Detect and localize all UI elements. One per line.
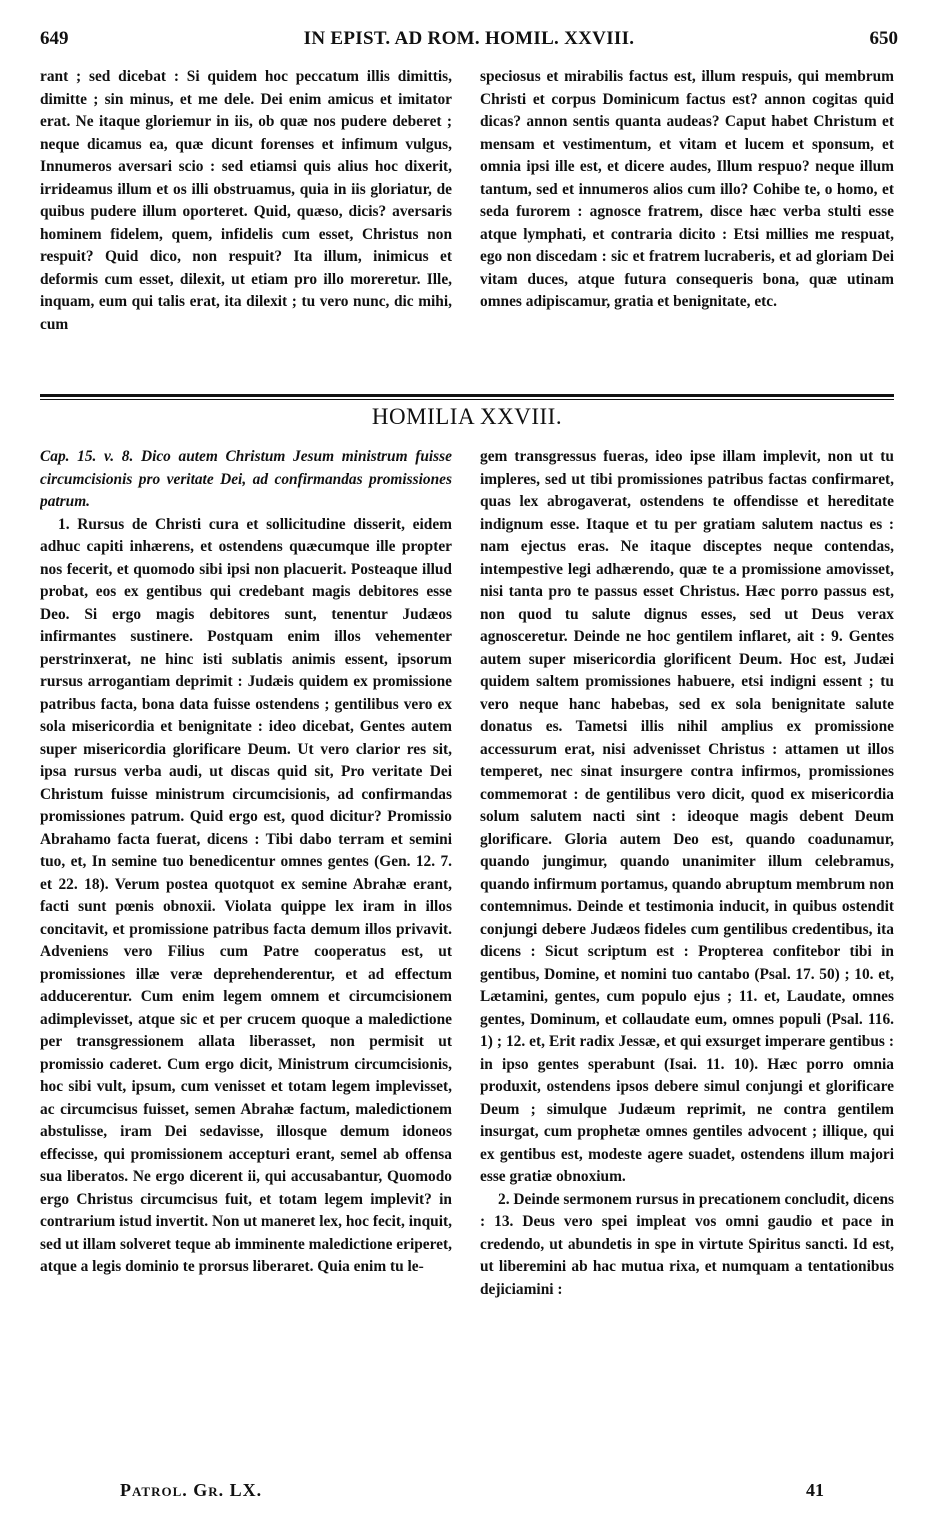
paragraph-1-continued: gem transgressus fueras, ideo ipse illam implevit, non ut tu impleres, sed ut tibi promissiones patribus factas confirmaret, quas lex abrogaverat, ostendens te offendisse et hereditate indignum esse. Itaque et tu per gratiam salutem nactus es : nam ejectus eras. Ne itaque disceptes neque contendas, intempestive legi adhærendo, quæ te a promissione amovisset, nisi tanta pro te passus esset Christus. Hæc porro passus est, non quod tu salute dignus esses, sed ut Deus verax agnosceretur. Deinde ne hoc gentilem inflaret, ait : 9. Gentes autem super misericordia glorificent Deum. Hoc est, Judæi quidem saltem promissiones habuere, etsi indigni essent ; tu vero neque hanc habebas, sed ex sola benignitate salute donatus es. Tametsi illis nihil amplius ex promissione accessurum erat, nisi advenisset Christus : attamen ut illos temperet, nec sinat insurgere contra infirmos, promissiones commemorat : de gentilibus vero dicit, quod ex misericordia solum salutem nacti sint : ideoque magis debent Deum glorificare. Gloria autem Deo est, quando coadunamur, quando jungimur, quando unanimiter illum celebramus, quando infirmum portamus, quando abruptum membrum non contemnimus. Deinde et testimonia inducit, in quibus ostendit conjungi debere Judæos fideles cum gentilibus credentibus, ita dicens : Sicut scriptum est : Propterea confitebor tibi in gentibus, Domine, et nomini tuo cantabo (Psal. 17. 50) ; 10. et, Lætamini, gentes, cum populo ejus ; 11. et, Laudate, omnes gentes, Dominum, et collaudate eum, omnes populi (Psal. 116. 1) ; 12. et, Erit radix Jessæ, et qui exsurget imperare gentibus : in ipso gentes sperabunt (Isai. 11. 10). Hæc porro omnia produxit, ostendens ipsos debere simul conjungi et glorificare Deum ; simulque Judæum reprimit, ne contra gentilem insurgat, cum prophetæ omnes gentiles advocent ; illique, qui ex gentibus est, modeste agere suadet, ostendens illum majori esse gratiæ obnoxium.	[480, 448, 894, 1185]
section-rule-thin	[40, 399, 894, 400]
footer-signature: Patrol. Gr. LX.	[120, 1480, 263, 1500]
page-number-right: 650	[869, 28, 898, 49]
chapter-heading: Cap. 15. v. 8. Dico autem Christum Jesum ministrum fuisse circumcisionis pro veritate Dei, ad confirmandas promissiones patrum.	[40, 448, 452, 510]
top-right-column	[480, 66, 894, 386]
homily-title: HOMILIA XXVIII.	[371, 404, 563, 429]
running-head	[40, 28, 898, 56]
section-rule-thick	[40, 394, 894, 397]
bottom-left-column	[40, 446, 452, 1474]
bottom-right-column	[480, 446, 894, 1474]
running-title: IN EPIST. AD ROM. HOMIL. XXVIII.	[303, 28, 635, 49]
paragraph-1: 1. Rursus de Christi cura et sollicitudine disserit, eidem adhuc capiti inhærens, et ostendens quæcumque ille propter nos fecerit, et quomodo sibi ipsi non placuerit. Posteaque illud probat, eos ex gentibus qui credebant magis debitores esse Deo. Si ergo magis debitores sunt, tenentur Judæos infirmantes sustinere. Postquam enim illos vehementer perstrinxerat, ne hinc isti sublatis animis essent, ipsorum rursus arrogantiam deprimit : Judæis quidem ex promissione patribus facta, bona data fuisse ostendens ; gentilibus vero ex sola misericordia et benignitate : ideo dicebat, Gentes autem super misericordia glorificare Deum. Ut vero clarior res sit, ipsa rursus verba audi, ut discas quid sit, Pro veritate Dei Christum fuisse ministrum circumcisionis, ad confirmandas promissiones patrum. Quid ergo est, quod dicitur? Promissio Abrahamo facta fuerat, dicens : Tibi dabo terram et semini tuo, et, In semine tuo benedicentur omnes gentes (Gen. 12. 7. et 22. 18). Verum postea quotquot ex semine Abrahæ erant, facti sunt pœnis obnoxii. Violata quippe lex iram in illos concitavit, et promissione patribus facta demum illos privavit. Adveniens vero Filius cum Patre cooperatus est, ut promissiones illæ veræ deprehenderentur, et ad effectum adducerentur. Cum enim legem omnem et circumcisionem adimplevisset, atque sic et per crucem quoque a maledictione per transgressionem allata liberasset, non permisit ut promissio caderet. Cum ergo dicit, Ministrum circumcisionis, hoc sibi vult, ipsum, cum venisset et totam legem implevisset, ac circumcisus fuisset, semen Abrahæ factum, maledictionem abstulisse, iram Dei sedavisse, illosque demum idoneos effecisse, qui promissionem accepturi erant, semel ab offensa sua liberatos. Ne ergo dicerent ii, qui accusabantur, Quomodo ergo Christus circumcisus fuit, et totam legem implevit? in contrarium istud invertit. Non ut maneret lex, hoc fecit, inquit, sed ut illam solveret teque ab imminente maledictione eriperet, atque a legis dominio te prorsus liberaret. Quia enim tu le-	[40, 515, 452, 1275]
page-number-left: 649	[40, 28, 69, 49]
paragraph-2: 2. Deinde sermonem rursus in precationem concludit, dicens : 13. Deus vero spei impleat vos omni gaudio et pace in credendo, ut abundetis in spe in virtute Spiritus sancti. Id est, ut liberemini ab hac mutua rixa, et numquam a tentationibus dejiciamini :	[480, 1190, 894, 1298]
footer	[120, 1480, 824, 1510]
top-left-text: rant ; sed dicebat : Si quidem hoc peccatum illis dimittis, dimitte ; sin minus, et me dele. Dei enim amicus et imitator erat. Ne itaque gloriemur in iis, ob quæ nos pudere deberet ; neque dicamus ea, quæ dicunt forenses et infimum vulgus, Innumeros aversari scio : sed etiamsi quis alius hoc dixerit, irrideamus illum et os illi obstruamus, quia in iis gloriatur, de quibus pudere illum oporteret. Quid, quæso, dicis? aversaris hominem fidelem, quem, infidelis cum esset, Christus non respuit? Quid dico, non respuit? Ita illum, inimicus et deformis cum esset, dilexit, ut etiam pro illo moreretur. Ille, inquam, eum qui talis erat, ita dilexit ; tu vero nunc, dic mihi, cum	[40, 68, 452, 333]
top-right-text: speciosus et mirabilis factus est, illum respuis, qui membrum Christi et corpus Dominicum factus est? annon cogitas quid dicas? annon sentis quanta audeas? Caput habet Christum et mensam et vestimentum, et vitam et lucem et sponsum, et omnia ipsi ille est, et dicere audes, Illum respuo? neque illum tantum, sed et innumeros alios cum illo? Cohibe te, o homo, et seda furorem : agnosce fratrem, disce hæc verba stulti esse atque lymphati, et contraria dicito : Etsi millies me respuat, ego non discedam : sic et fratrem lucraberis, et ad gloriam Dei vitam duces, atque futura consequeris bona, quæ utinam omnes adipiscamur, gratia et benignitate, etc.	[480, 68, 894, 310]
footer-sheet-number: 41	[806, 1480, 824, 1500]
top-left-column	[40, 66, 452, 386]
